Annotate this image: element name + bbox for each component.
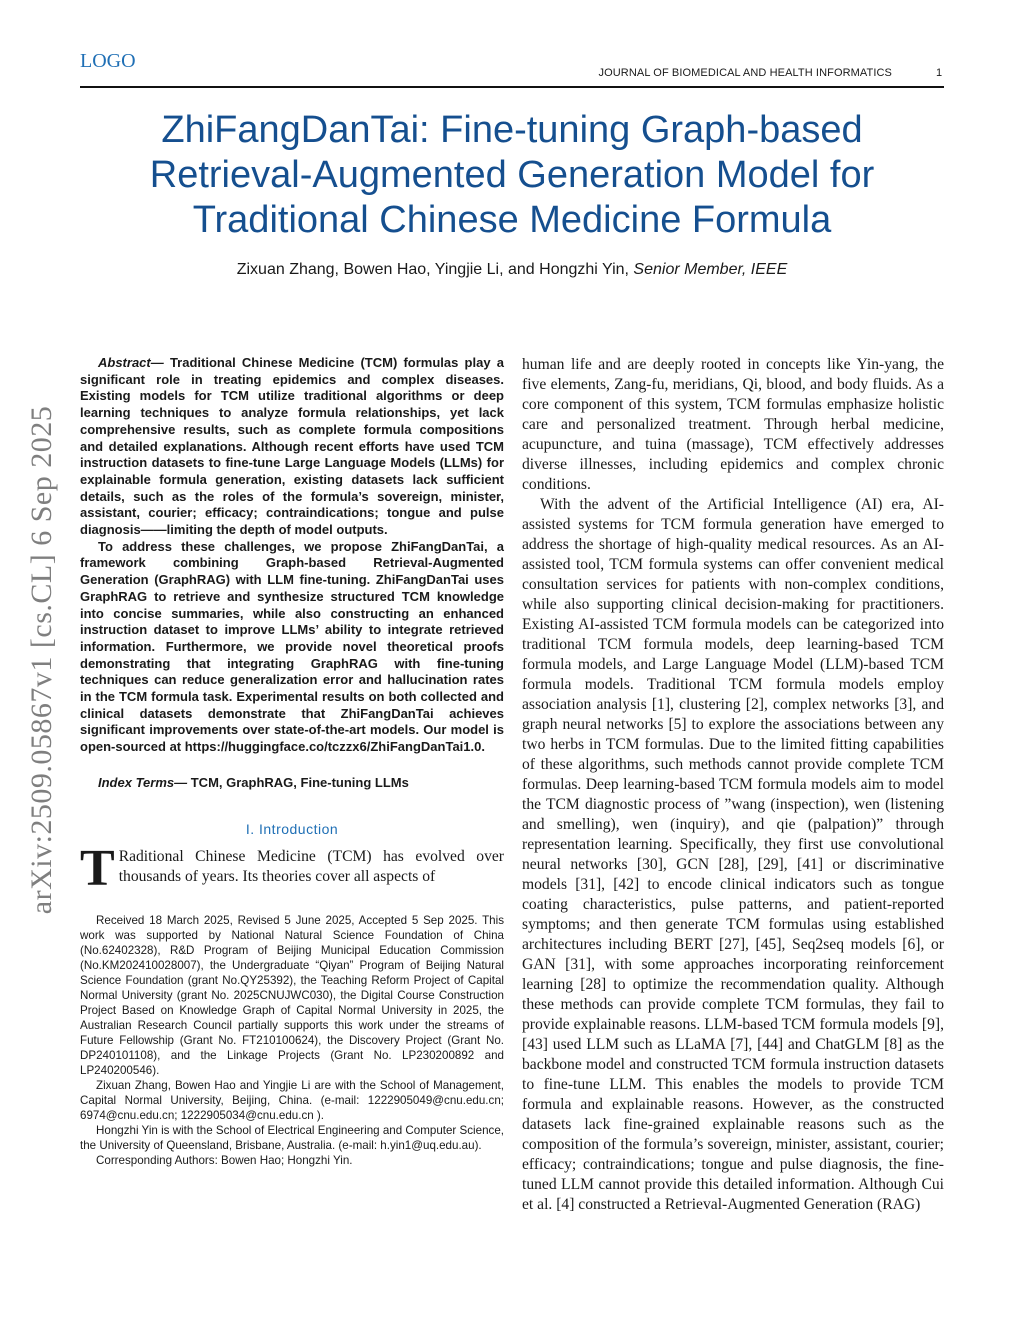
intro-text: Raditional Chinese Medicine (TCM) has evolved over thousands of years. Its theories cover all aspects of <box>118 847 504 885</box>
body-paragraph: human life and are deeply rooted in concepts like Yin-yang, the five elements, Zang-fu, meridians, Qi, blood, and body fluids. As a core component of this system, TCM formulas emphasize holistic care and personalized treatment. Through herbal medicine, acupuncture, and tuina (massage), TCM effectively addresses diverse illnesses, including epidemics and complex chronic conditions. <box>522 356 944 493</box>
arxiv-identifier: arXiv:2509.05867v1 [cs.CL] 6 Sep 2025 <box>25 405 58 915</box>
title-line: Traditional Chinese Medicine Formula <box>192 199 832 241</box>
author-membership: Senior Member, IEEE <box>633 261 788 278</box>
footnotes <box>80 913 504 1168</box>
left-column <box>80 355 504 1168</box>
footnote: Received 18 March 2025, Revised 5 June 2025, Accepted 5 Sep 2025. This work was supported by National Natural Science Foundation of China (No.62402328), R&D Program of Beijing Municipal Education Commission (No.KM202410028007), the Undergraduate “Qiyan” Program of Beijing Natural Science Foundation (grant No.QY25392), the Teaching Reform Project of Capital Normal University (grant No. 2025CNUJWC030), the Digital Course Construction Project Based on Knowledge Graph of Capital Normal University in 2025, the Australian Research Council partially supports this work under the streams of Future Fellowship (Grant No. FT210100624), the Discovery Project (Grant No. DP240101108), and the Linkage Projects (Grant No. LP230200892 and LP240200546). <box>80 913 504 1077</box>
footnote: Hongzhi Yin is with the School of Electrical Engineering and Computer Science, the University of Queensland, Brisbane, Australia. (e-mail: h.yin1@uq.edu.au). <box>80 1123 504 1152</box>
body-paragraph: With the advent of the Artificial Intelligence (AI) era, AI-assisted systems for TCM formula generation have emerged to address the shortage of high-quality medical resources. As an AI-assisted tool, TCM formula systems can offer convenient medical consultation services for patients with non-complex conditions, while also supporting clinical decision-making for practitioners. Existing AI-assisted TCM formula models can be categorized into traditional TCM formula models, deep learning-based TCM formula models, and Large Language Model (LLM)-based TCM formula models. Traditional TCM formula models employ association analysis [1], clustering [2], complex networks [3], and graph neural networks [5] to explore the associations between any two herbs in TCM formulas. Due to the limited fitting capabilities of these algorithms, such methods cannot provide complete TCM formulas. Deep learning-based TCM formula models aim to model the TCM diagnostic process of ”wang (inspection), wen (listening and smelling), wen (inquiry), and qie (palpation)” through representation learning. Specifically, they first use convolutional neural networks [30], GCN [28], [29], [41] or discriminative models [31], [42] to encode clinical indicators such as tongue coating characteristics, pulse patterns, and patient-reported symptoms; and then generate TCM formulas using established architectures including BERT [27], [45], Seq2seq models [6], or GAN [31], with some approaches incorporating reinforcement learning [28] to optimize the recommendation quality. Although these methods can provide complete TCM formulas, they fail to provide explainable reasons. LLM-based TCM formula models [9], [43] used LLM such as LLaMA [7], [44] and ChatGLM [8] as the backbone model and constructed TCM formula instruction datasets to fine-tune LLM. This enables the models to provide TCM formula and explainable reasons. However, as the constructed datasets lack fine-grained explainable reasons such as the composition of the formula’s sovereign, minister, assistant, courier; efficacy; contraindications; tongue and pulse diagnosis, the fine-tuned LLM cannot provide this detailed information. Although Cui et al. [4] constructed a Retrieval-Augmented Generation (RAG) <box>522 496 944 1213</box>
section-heading <box>80 821 504 837</box>
drop-cap: T <box>80 839 115 897</box>
abstract-paragraph <box>80 539 504 756</box>
title-line: Retrieval-Augmented Generation Model for <box>149 154 875 196</box>
section-title: Introduction <box>259 820 339 837</box>
author-list <box>80 261 944 279</box>
footnote: Corresponding Authors: Bowen Hao; Hongzhi Yin. <box>96 1153 353 1167</box>
paper-title <box>80 108 944 243</box>
abstract-text: Traditional Chinese Medicine (TCM) formulas play a significant role in treating epidemics and complex diseases. Existing models for TCM utilize traditional algorithms or deep learning techniques to analyze formula relationships, yet lack comprehensive results, such as complete formula compositions and detailed explanations. Although recent efforts have used TCM instruction datasets to fine-tune Large Language Models (LLMs) for explainable formula generation, existing datasets lack sufficient details, such as the roles of the formula’s sovereign, minister, assistant, courier; efficacy; contraindications; tongue and pulse diagnosis——limiting the depth of model outputs. <box>80 355 504 538</box>
author-names: Zixuan Zhang, Bowen Hao, Yingjie Li, and Hongzhi Yin, <box>236 261 629 278</box>
abstract-paragraph: Abstract— Traditional Chinese Medicine (TCM) formulas play a significant role in treating epidemics and complex diseases. Existing models for TCM utilize traditional algorithms or deep learning techniques to analyze formula relationships, yet lack comprehensive results, such as complete formula compositions and detailed explanations. Although recent efforts have used TCM instruction datasets to fine-tune Large Language Models (LLMs) for explainable formula generation, existing datasets lack sufficient details, such as the roles of the formula’s sovereign, minister, assistant, courier; efficacy; contraindications; tongue and pulse diagnosis——limiting the depth of model outputs. <box>80 355 504 538</box>
page-number: 1 <box>936 67 943 79</box>
title-line: ZhiFangDanTai: Fine-tuning Graph-based <box>161 109 863 151</box>
journal-logo: LOGO <box>80 50 136 72</box>
abstract-text: To address these challenges, we propose ZhiFangDanTai, a framework combining Graph-based Retrieval-Augmented Generation (GraphRAG) with LLM fine-tuning. ZhiFangDanTai uses GraphRAG to retrieve and synthesize structured TCM knowledge into concise summaries, while also constructing an enhanced instruction dataset to improve LLMs’ ability to integrate retrieved information. Furthermore, we provide novel theoretical proofs demonstrating that integrating GraphRAG with fine-tuning techniques can reduce generalization error and hallucination rates in the TCM formula task. Experimental results on both collected and clinical datasets demonstrate that ZhiFangDanTai achieves significant improvements over state-of-the-art models. Our model is open-sourced at https://huggingface.co/tczzx6/ZhiFangDanTai1.0. <box>80 538 504 755</box>
abstract-label: Abstract <box>98 355 151 370</box>
footnote: Zixuan Zhang, Bowen Hao and Yingjie Li are with the School of Management, Capital Normal University, Beijing, China. (e-mail: 1222905049@cnu.edu.cn; 6974@cnu.edu.cn; 1222905034@cnu.edu.cn ). <box>80 1078 504 1122</box>
header-rule <box>80 86 944 88</box>
section-numeral: I. <box>245 820 255 837</box>
right-column <box>522 355 944 1215</box>
index-terms-label: Index Terms <box>98 774 175 790</box>
index-terms: Index Terms— TCM, GraphRAG, Fine-tuning LLMs <box>98 774 409 790</box>
intro-paragraph <box>80 839 504 897</box>
index-terms-text: TCM, GraphRAG, Fine-tuning LLMs <box>190 774 409 790</box>
journal-name: JOURNAL OF BIOMEDICAL AND HEALTH INFORMATICS <box>598 67 892 79</box>
